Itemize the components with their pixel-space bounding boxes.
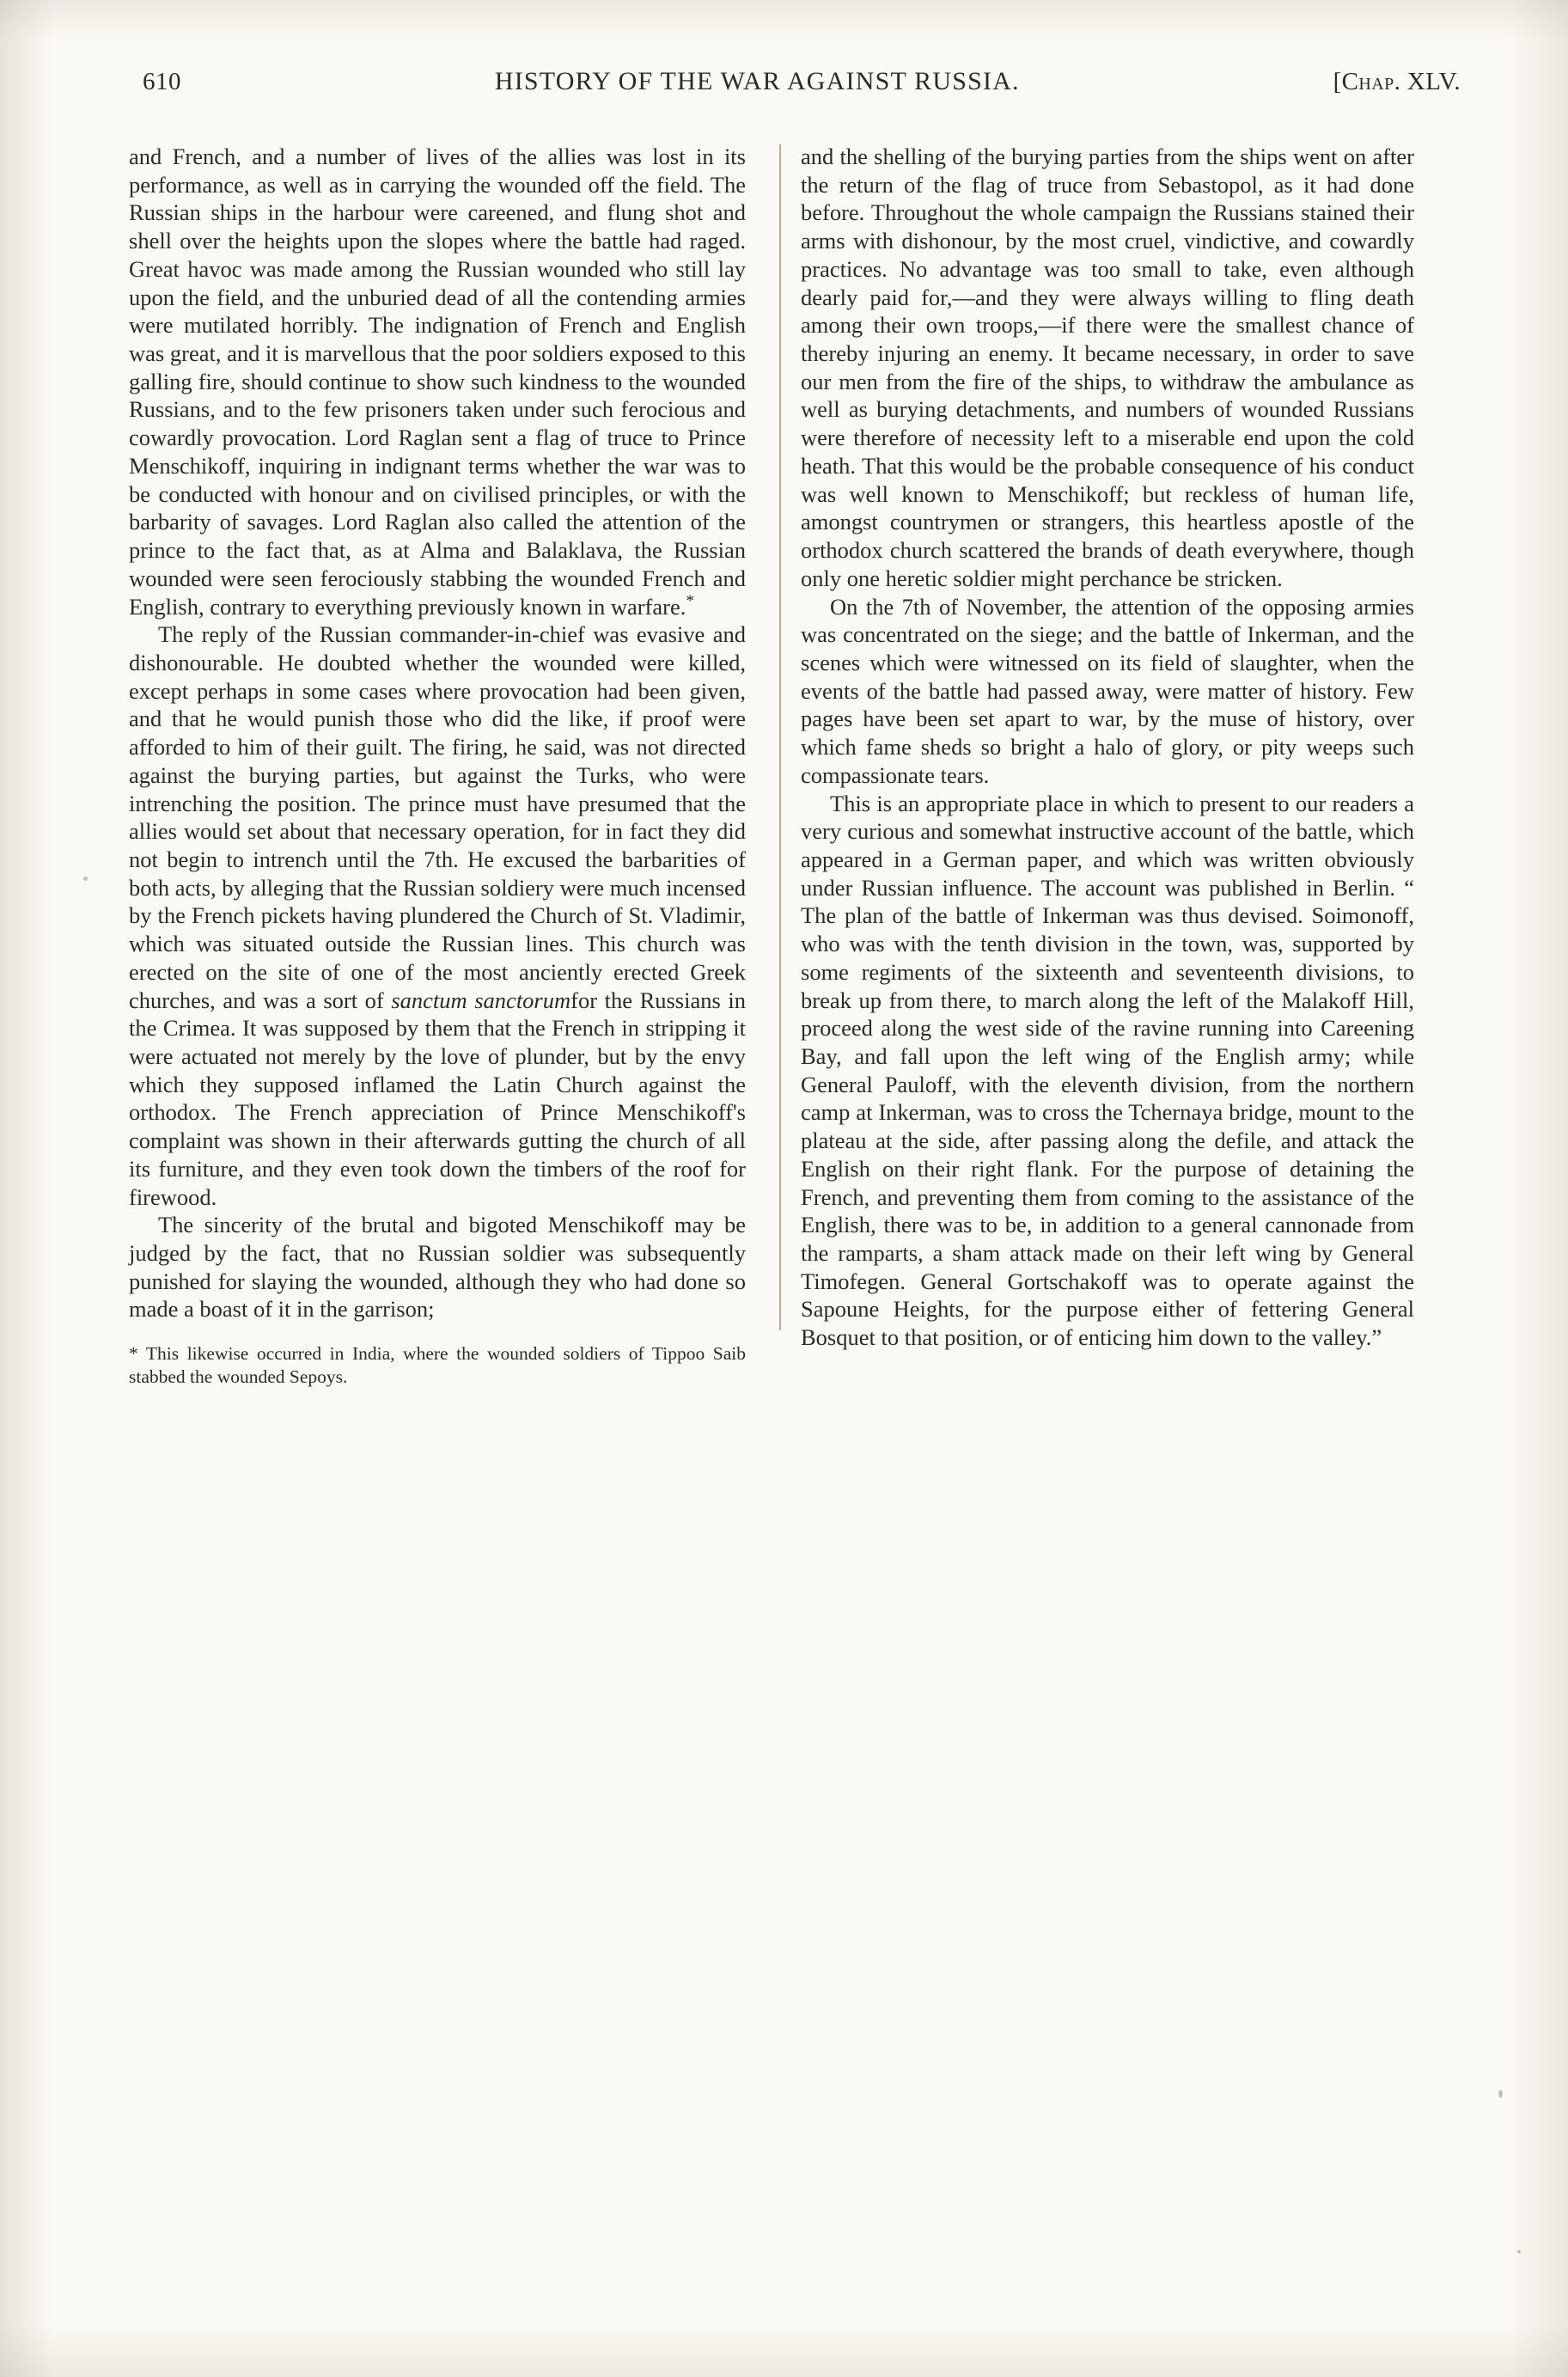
- paragraph: and the shelling of the burying parties from the ships went on after the return of the flag of truce from Sebastopol, as it had done before. Throughout the whole campaign the Russians stained their arms with dishonour, by the most cruel, vindictive, and cowardly practices. No advantage was too small to take, even although dearly paid for,—and they were always willing to fling death among their own troops,—if there were the smallest chance of thereby injuring an enemy. It became necessary, in order to save our men from the fire of the ships, to withdraw the ambulance as well as burying detachments, and numbers of wounded Russians were therefore of necessity left to a miserable end upon the cold heath. That this would be the probable consequence of his conduct was well known to Menschikoff; but reckless of human life, amongst countrymen or strangers, this heartless apostle of the orthodox church scattered the brands of death everywhere, though only one heretic soldier might perchance be stricken.: [801, 144, 1414, 591]
- page-edge-shading-right: [1508, 0, 1568, 2377]
- paragraph: and French, and a number of lives of the allies was lost in its performance, as well as in carrying the wounded off the field. The Russian ships in the harbour were careened, and flung shot and shell over the heights upon the slopes where the battle had raged. Great havoc was made among the Russian wounded who still lay upon the field, and the unburied dead of all the contending armies were mutilated horribly. The indignation of French and English was great, and it is marvellous that the poor soldiers exposed to this galling fire, should continue to show such kindness to the wounded Russians, and to the few prisoners taken under such ferocious and cowardly provocation. Lord Raglan sent a flag of truce to Prince Menschikoff, inquiring in indignant terms whether the war was to be conducted with honour and on civilised principles, or with the barbarity of savages. Lord Raglan also called the attention of the prince to the fact that, as at Alma and Balaklava, the Russian wounded were seen ferociously stabbing the wounded French and English, contrary to everything previously known in warfare.*: [129, 144, 746, 620]
- footnote-reference-marker: *: [686, 591, 694, 610]
- paragraph: The sincerity of the brutal and bigoted Menschikoff may be judged by the fact, that no Russian soldier was subsequently punished for slaying the wounded, although they who had done so made a boast of it in the garrison;: [129, 1212, 746, 1323]
- paper-speck: [1517, 2250, 1521, 2253]
- page-edge-shading-left: [0, 0, 53, 2377]
- page-number: 610: [143, 68, 181, 95]
- footnote-block: [129, 1342, 746, 1389]
- paragraph: On the 7th of November, the attention of the opposing armies was concentrated on the siege; and the battle of Inkerman, and the scenes which were witnessed on its field of slaughter, when the events of the battle had passed away, were matter of history. Few pages have been set apart to war, by the muse of history, over which fame sheds so bright a halo of glory, or pity weeps such compassionate tears.: [801, 593, 1414, 788]
- paragraph: The reply of the Russian commander-in-chief was evasive and dishonourable. He doubted whether the wounded were killed, except perhaps in some cases where provocation had been given, and that he would punish those who did the like, if proof were afforded to him of their guilt. The firing, he said, was not directed against the burying parties, but against the Turks, who were intrenching the position. The prince must have presumed that the allies would set about that necessary operation, for in fact they did not begin to intrench until the 7th. He excused the barbarities of both acts, by alleging that the Russian soldiery were much incensed by the French pickets having plundered the Church of St. Vladimir, which was situated outside the Russian lines. This church was erected on the site of one of the most anciently erected Greek churches, and was a sort of sanctum sanctorumfor the Russians in the Crimea. It was supposed by them that the French in stripping it were actuated not merely by the love of plunder, but by the envy which they supposed inflamed the Latin Church against the orthodox. The French appreciation of Prince Menschikoff's complaint was shown in their afterwards gutting the church of all its furniture, and they even took down the timbers of the roof for firewood.: [129, 621, 747, 1210]
- italic-phrase: sanctum sanctorum: [391, 987, 571, 1013]
- left-column: [129, 143, 772, 1389]
- paper-speck: [83, 877, 88, 881]
- right-column: [772, 143, 1414, 1389]
- chapter-reference: [Chap. XLV.: [1333, 68, 1461, 95]
- page-content: [129, 67, 1469, 1389]
- paragraph: This is an appropriate place in which to present to our readers a very curious and somewhat instructive account of the battle, which appeared in a German paper, and which was written obviously under Russian influence. The account was published in Berlin. “ The plan of the battle of Inkerman was thus devised. Soimonoff, who was with the tenth division in the town, was, supported by some regiments of the sixteenth and seventeenth divisions, to break up from there, to march along the left of the Malakoff Hill, proceed along the west side of the ravine running into Careening Bay, and fall upon the left wing of the English army; while General Pauloff, with the eleventh division, from the northern camp at Inkerman, was to cross the Tchernaya bridge, mount to the plateau at the side, after passing along the defile, and attack the English on their right flank. For the purpose of detaining the French, and preventing them from coming to the assistance of the English, there was to be, in addition to a general cannonade from the ramparts, a sham attack made on their left wing by General Timofegen. General Gortschakoff was to operate against the Sapoune Heights, for the purpose either of fettering General Bosquet to that position, or of enticing him down to the valley.”: [801, 790, 1414, 1351]
- running-head: [129, 67, 1469, 96]
- footnote-text: * This likewise occurred in India, where the wounded soldiers of Tippoo Saib stabbed the wounded Sepoys.: [129, 1343, 746, 1388]
- column-divider-rule: [779, 144, 781, 1330]
- paper-speck: [1498, 2090, 1503, 2098]
- book-title: HISTORY OF THE WAR AGAINST RUSSIA.: [494, 67, 1020, 95]
- two-column-body: [129, 143, 1469, 1389]
- page-edge-shading-bottom: [0, 2325, 1568, 2377]
- page-edge-shading-top: [0, 0, 1568, 40]
